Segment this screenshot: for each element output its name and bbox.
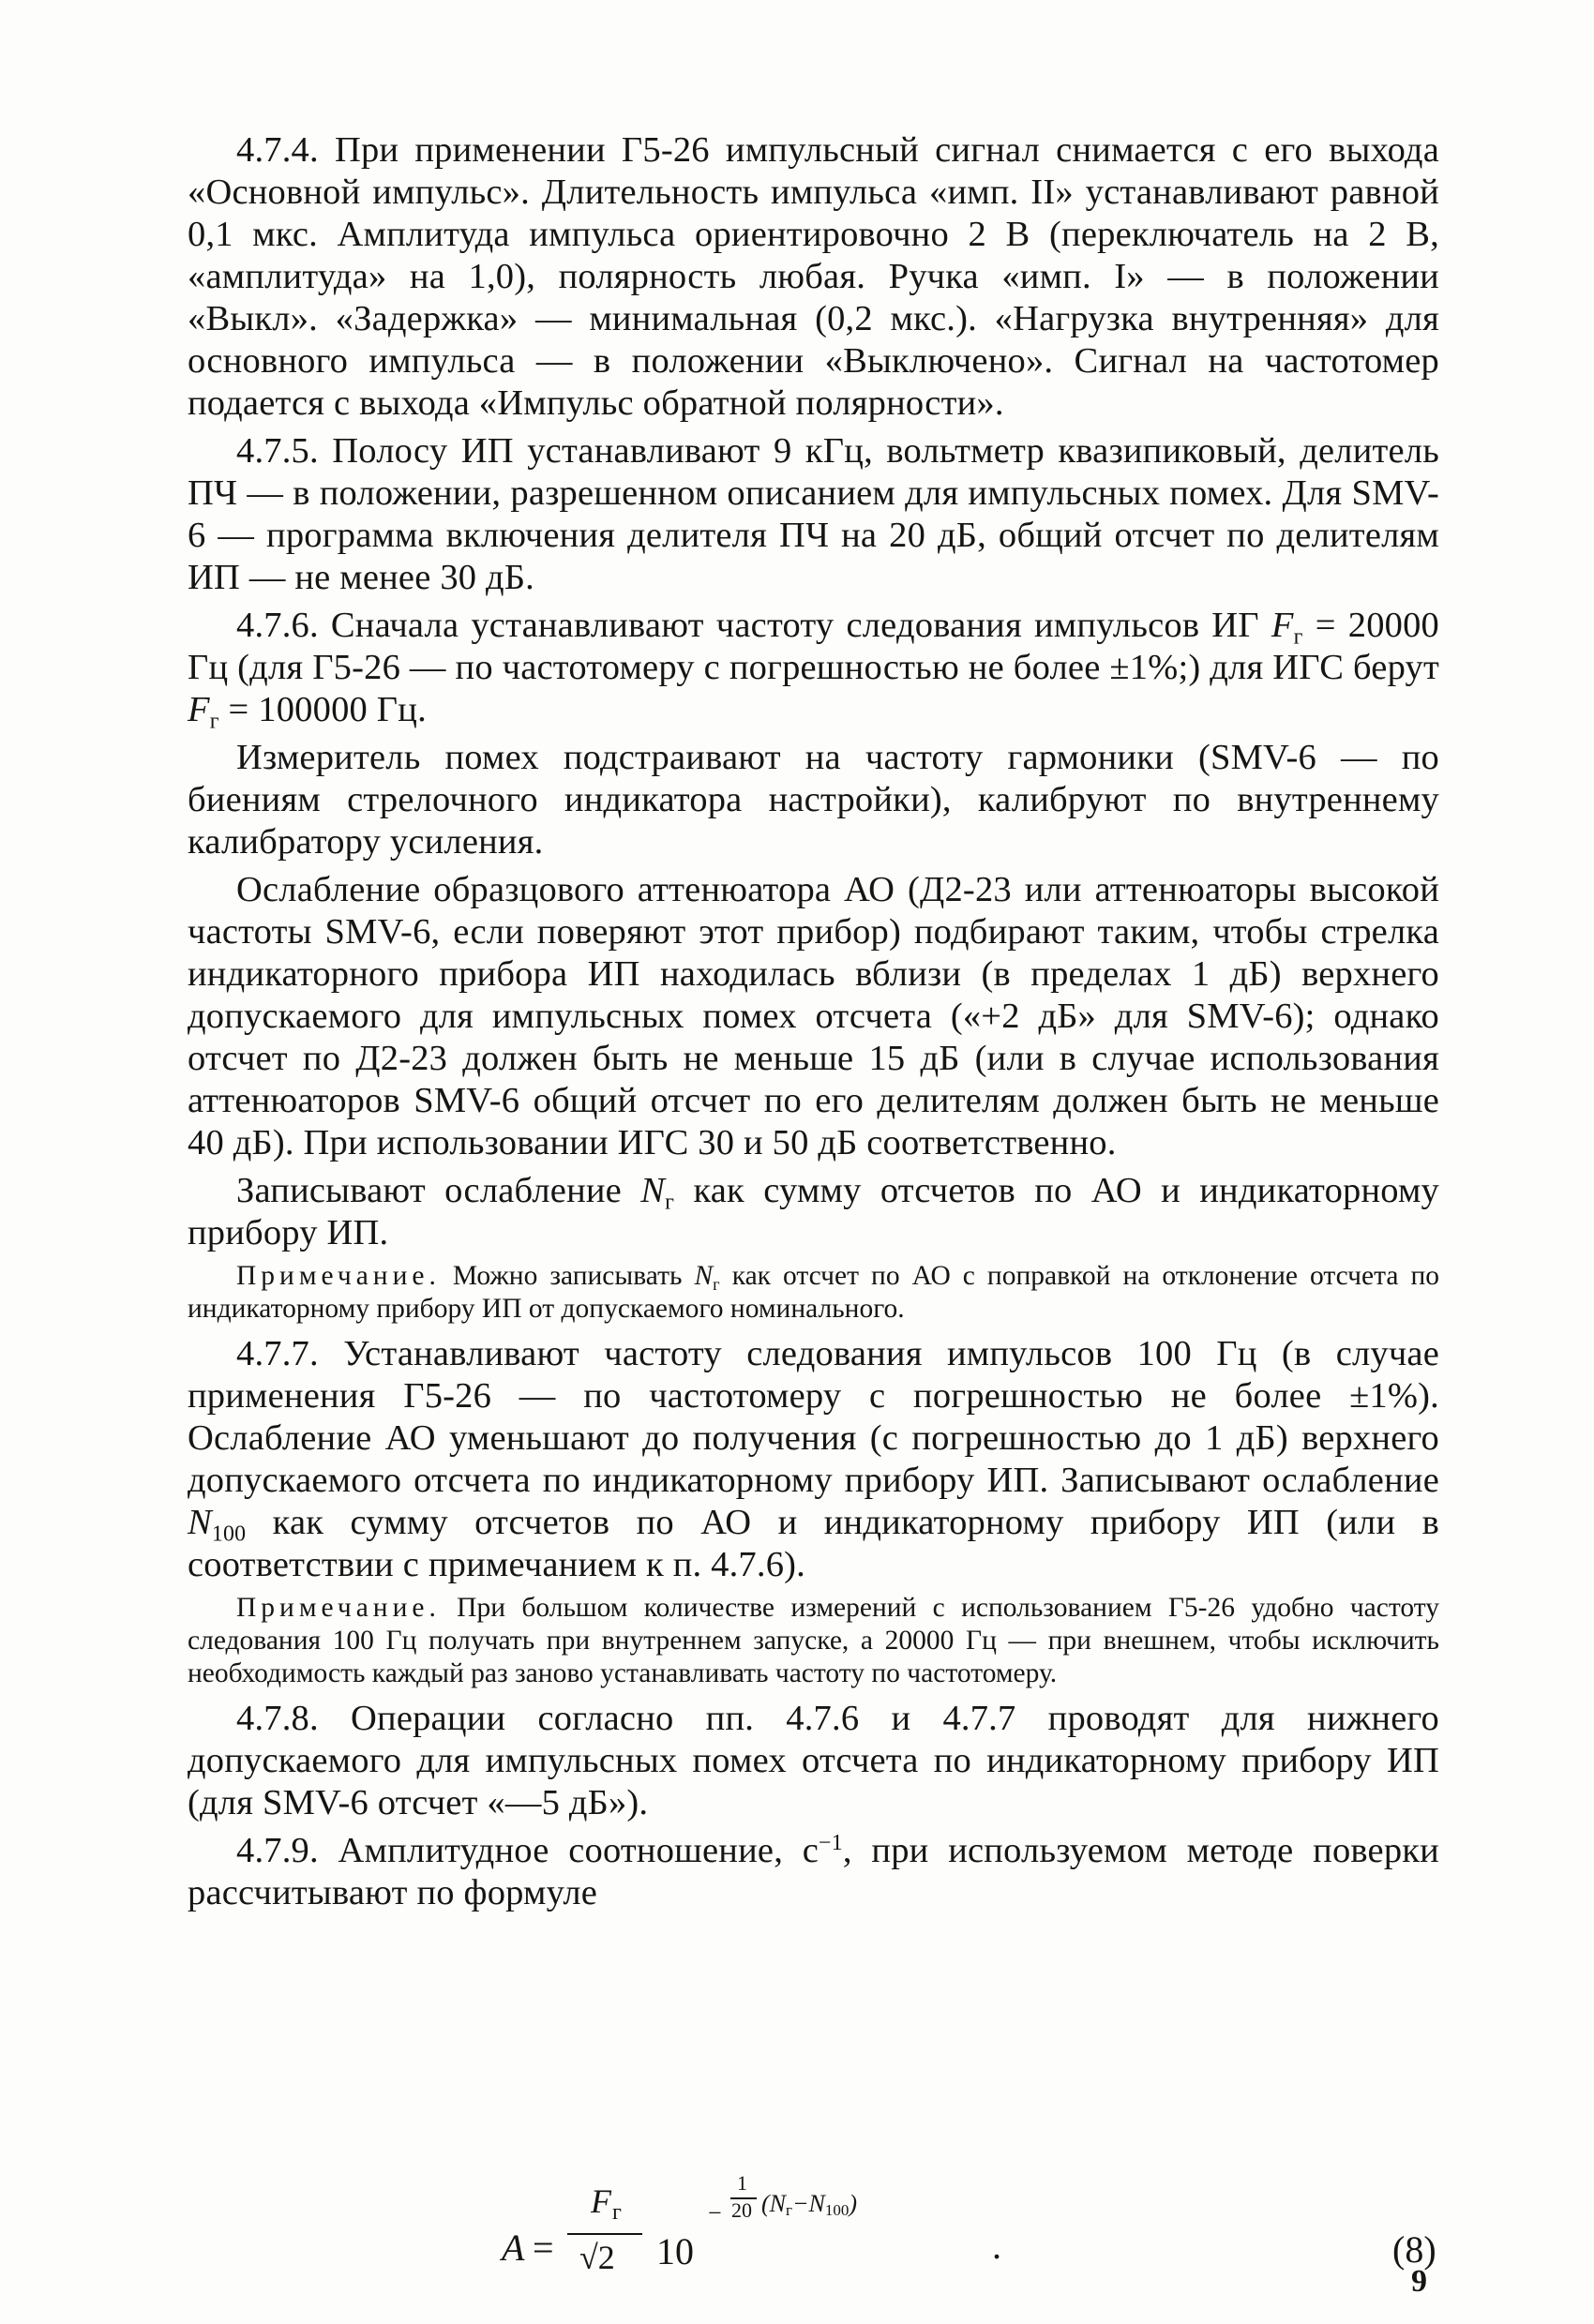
subscript-100: 100 [211, 1522, 247, 1547]
text-run: Можно записывать [440, 1261, 695, 1291]
text-column [188, 129, 1439, 1920]
exponent-sub-g: г [786, 2201, 792, 2219]
formula-numerator-sub: г [612, 2200, 622, 2225]
formula-A: A [502, 2227, 525, 2269]
exponent-sub-100: 100 [824, 2201, 850, 2219]
symbol-F: F [1271, 606, 1294, 645]
paragraph-calibration: Измеритель помех подстраивают на частоту гармоники (SMV-6 — по биениям стрелочного индикатора настройки), калибруют по внутреннему калибратору усиления. [188, 738, 1439, 862]
page-number: 9 [1411, 2264, 1427, 2299]
formula-numerator: F [591, 2182, 611, 2220]
text-run: 4.7.6. Сначала устанавливают частоту следования импульсов ИГ [236, 606, 1271, 645]
paragraph-4-7-8: 4.7.8. Операции согласно пп. 4.7.6 и 4.7.7 проводят для нижнего допускаемого для импульсных помех отсчета по индикаторному прибору ИП (для SMV-6 отсчет «—5 дБ»). [188, 1699, 1439, 1822]
exponent-denominator: 20 [731, 2198, 752, 2222]
paragraph-4-7-9 [188, 1830, 1439, 1914]
exponent-minus: − [708, 2199, 722, 2227]
text-run: как отсчет по АО с поправкой на отклонение отсчета по индикаторному прибору ИП от допускаемого номинального. [188, 1261, 1439, 1324]
subscript-g: г [209, 709, 219, 734]
text-run: как сумму отсчетов по АО и индикаторному прибору ИП. [188, 1171, 1440, 1252]
note-label: Примечание. [236, 1261, 441, 1291]
formula-denominator: √2 [579, 2239, 615, 2276]
fraction-bar [567, 2233, 642, 2235]
exponent-open: (N [761, 2190, 786, 2217]
note-2 [188, 1592, 1439, 1690]
exponent-numerator: 1 [737, 2171, 747, 2195]
text-run: , при используемом методе поверки рассчитывают по формуле [188, 1831, 1439, 1912]
formula-dot: . [992, 2225, 1001, 2267]
note-label: Примечание. [236, 1593, 441, 1623]
symbol-N: N [694, 1261, 714, 1291]
text-run: 4.7.9. Амплитудное соотношение, с [236, 1831, 820, 1870]
symbol-N: N [188, 1503, 212, 1542]
symbol-F: F [188, 690, 210, 729]
paragraph-attenuation: Ослабление образцового аттенюатора АО (Д2-23 или аттенюаторы высокой частоты SMV-6, если поверяют этот прибор) подбирают таким, чтобы стрелка индикаторного прибора ИП находилась вблизи (в пределах 1 дБ) верхнего допускаемого для импульсных помех отсчета («+2 дБ» для SMV-6); однако отсчет по Д2-23 должен быть не меньше 15 дБ (или в случае использования аттенюаторов SMV-6 общий отсчет по его делителям должен быть не меньше 40 дБ). При использовании ИГС 30 и 50 дБ соответственно. [188, 870, 1439, 1162]
subscript-g: г [713, 1274, 720, 1294]
note-1 [188, 1260, 1439, 1326]
formula-8 [188, 2171, 1439, 2306]
formula-number: (8) [1392, 2228, 1436, 2271]
exponent-body [761, 2192, 857, 2218]
subscript-g: г [665, 1190, 675, 1215]
paragraph-4-7-5: 4.7.5. Полосу ИП устанавливают 9 кГц, вольтметр квазипиковый, делитель ПЧ — в положении, разрешенном описанием для импульсных помех. Для SMV-6 — программа включения делителя ПЧ на 20 дБ, общий отсчет по делителям ИП — не менее 30 дБ. [188, 431, 1439, 597]
text-run: При большом количестве измерений с использованием Г5-26 удобно частоту следования 100 Гц получать при внутреннем запуске, а 20000 Гц — при внешнем, чтобы исключить необходимость каждый раз заново устанавливать частоту по частотомеру. [188, 1593, 1439, 1688]
formula-equals: = [533, 2227, 554, 2269]
text-run: = 20000 Гц (для Г5-26 — по частотомеру с погрешностью не более ±1%;) для ИГС берут [188, 606, 1439, 687]
paragraph-4-7-6 [188, 605, 1439, 734]
text-run: как сумму отсчетов по АО и индикаторному прибору ИП (или в соответствии с примечанием к п. 4.7.6). [188, 1503, 1439, 1584]
paragraph-4-7-4: 4.7.4. При применении Г5-26 импульсный сигнал снимается с его выхода «Основной импульс». Длительность импульса «имп. II» устанавливают равной 0,1 мкс. Амплитуда импульса ориентировочно 2 В (переключатель на 2 В, «амплитуда» на 1,0), полярность любая. Ручка «имп. I» — в положении «Выкл». «Задержка» — минимальная (0,2 мкс.). «Нагрузка внутренняя» для основного импульса — в положении «Выключено». Сигнал на частотомер подается с выхода «Импульс обратной полярности». [188, 130, 1439, 423]
paragraph-record-attenuation [188, 1170, 1439, 1254]
superscript-minus-one: −1 [819, 1830, 843, 1855]
text-run: Записывают ослабление [236, 1171, 641, 1210]
text-run: = 100000 Гц. [218, 690, 427, 729]
symbol-N: N [640, 1171, 666, 1210]
formula-ten: 10 [656, 2230, 694, 2272]
text-run: 4.7.7. Устанавливают частоту следования импульсов 100 Гц (в случае применения Г5-26 — по частотомеру с погрешностью не более ±1%). Ослабление АО уменьшают до получения (с погрешностью до 1 дБ) верхнего допускаемого отсчета по индикаторному прибору ИП. Записывают ослабление [188, 1334, 1439, 1500]
exponent-minus-N: −N [791, 2190, 825, 2217]
exponent-close: ) [849, 2190, 858, 2217]
paragraph-4-7-7 [188, 1333, 1439, 1586]
subscript-g: г [1293, 624, 1303, 650]
